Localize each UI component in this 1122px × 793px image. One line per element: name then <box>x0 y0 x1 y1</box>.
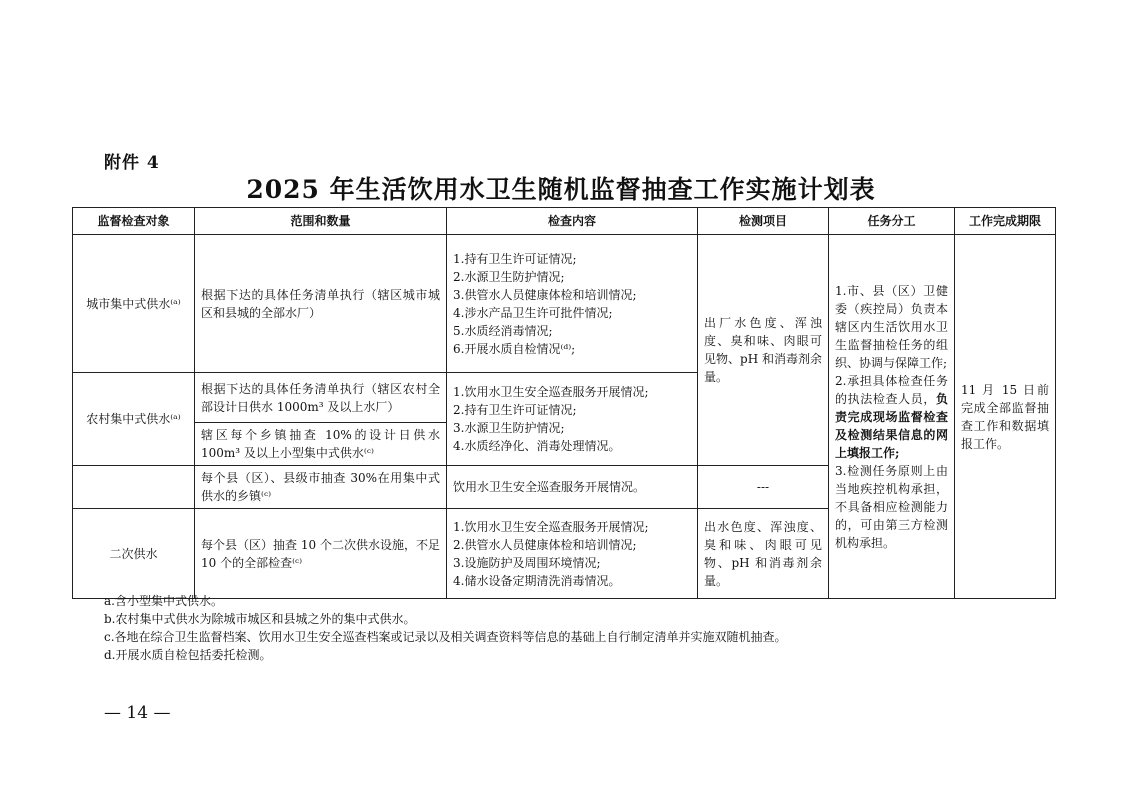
annex-label: 附件 4 <box>104 153 160 173</box>
task-2a: 2.承担具体检查任务的执法检查人员， <box>835 373 948 406</box>
content-line: 3.水源卫生防护情况; <box>453 421 565 435</box>
content-rural-3: 饮用水卫生安全巡查服务开展情况。 <box>447 466 698 509</box>
header-deadline: 工作完成期限 <box>955 208 1056 235</box>
scope-urban: 根据下达的具体任务清单执行（辖区城市城区和县城的全部水厂） <box>195 235 447 373</box>
table-header-row <box>73 208 1056 235</box>
scope-rural-3: 每个县（区）、县级市抽查 30%在用集中式供水的乡镇⁽ᶜ⁾ <box>195 466 447 509</box>
content-line: 3.设施防护及周围环境情况; <box>453 555 601 570</box>
document-title: 2025 年生活饮用水卫生随机监督抽查工作实施计划表 <box>246 175 876 204</box>
object-rural: 农村集中式供水⁽ᵃ⁾ <box>73 373 195 466</box>
items-rural-3: --- <box>698 466 829 509</box>
content-rural <box>447 373 698 466</box>
content-line: 2.供管水人员健康体检和培训情况; <box>453 537 637 552</box>
header-scope: 范围和数量 <box>195 208 447 235</box>
page-number: — 14 — <box>104 703 171 723</box>
header-object: 监督检查对象 <box>73 208 195 235</box>
task-2b: 负责完成现场监督检查及检测结果信息的网上填报工作; <box>835 391 948 460</box>
content-secondary <box>447 509 698 599</box>
content-line: 6.开展水质自检情况⁽ᵈ⁾; <box>453 341 576 356</box>
task-3: 3.检测任务原则上由当地疾控机构承担，不具备相应检测能力的，可由第三方检测机构承担。 <box>835 463 948 550</box>
content-line: 4.水质经净化、消毒处理情况。 <box>453 439 621 453</box>
content-line: 1.饮用水卫生安全巡查服务开展情况; <box>453 519 649 534</box>
footnote: c.各地在综合卫生监督档案、饮用水卫生安全巡查档案或记录以及相关调查资料等信息的基础上自行制定清单并实施双随机抽查。 <box>104 630 787 644</box>
footnote: d.开展水质自检包括委托检测。 <box>104 648 272 662</box>
task-1: 1.市、县（区）卫健委（疾控局）负责本辖区内生活饮用水卫生监督抽检任务的组织、协调与保障工作; <box>835 283 948 370</box>
content-line: 4.涉水产品卫生许可批件情况; <box>453 305 613 320</box>
content-line: 5.水质经消毒情况; <box>453 323 553 338</box>
footnotes <box>104 592 787 664</box>
table-row <box>73 235 1056 373</box>
scope-secondary: 每个县（区）抽查 10 个二次供水设施，不足 10 个的全部检查⁽ᶜ⁾ <box>195 509 447 599</box>
content-line: 2.水源卫生防护情况; <box>453 269 565 284</box>
scope-rural-2: 辖区每个乡镇抽查 10%的设计日供水 100m³ 及以上小型集中式供水⁽ᶜ⁾ <box>195 423 447 466</box>
object-rural-empty <box>73 466 195 509</box>
items-secondary: 出水色度、浑浊度、臭和味、肉眼可见物、pH 和消毒剂余量。 <box>698 509 829 599</box>
object-urban: 城市集中式供水⁽ᵃ⁾ <box>73 235 195 373</box>
object-secondary: 二次供水 <box>73 509 195 599</box>
deadline: 11 月 15 日前完成全部监督抽查工作和数据填报工作。 <box>955 235 1056 599</box>
header-content: 检查内容 <box>447 208 698 235</box>
content-line: 1.饮用水卫生安全巡查服务开展情况; <box>453 385 649 399</box>
content-line: 2.持有卫生许可证情况; <box>453 403 577 417</box>
header-tasks: 任务分工 <box>829 208 955 235</box>
content-urban <box>447 235 698 373</box>
content-line: 4.储水设备定期清洗消毒情况。 <box>453 573 621 588</box>
footnote: a.含小型集中式供水。 <box>104 594 223 608</box>
footnote: b.农村集中式供水为除城市城区和县城之外的集中式供水。 <box>104 612 416 626</box>
content-line: 3.供管水人员健康体检和培训情况; <box>453 287 637 302</box>
content-line: 1.持有卫生许可证情况; <box>453 251 577 266</box>
items-shared: 出厂水色度、浑浊度、臭和味、肉眼可见物、pH 和消毒剂余量。 <box>698 235 829 466</box>
scope-rural-1: 根据下达的具体任务清单执行（辖区农村全部设计日供水 1000m³ 及以上水厂） <box>195 373 447 423</box>
plan-table <box>72 207 1056 599</box>
header-items: 检测项目 <box>698 208 829 235</box>
task-division <box>829 235 955 599</box>
